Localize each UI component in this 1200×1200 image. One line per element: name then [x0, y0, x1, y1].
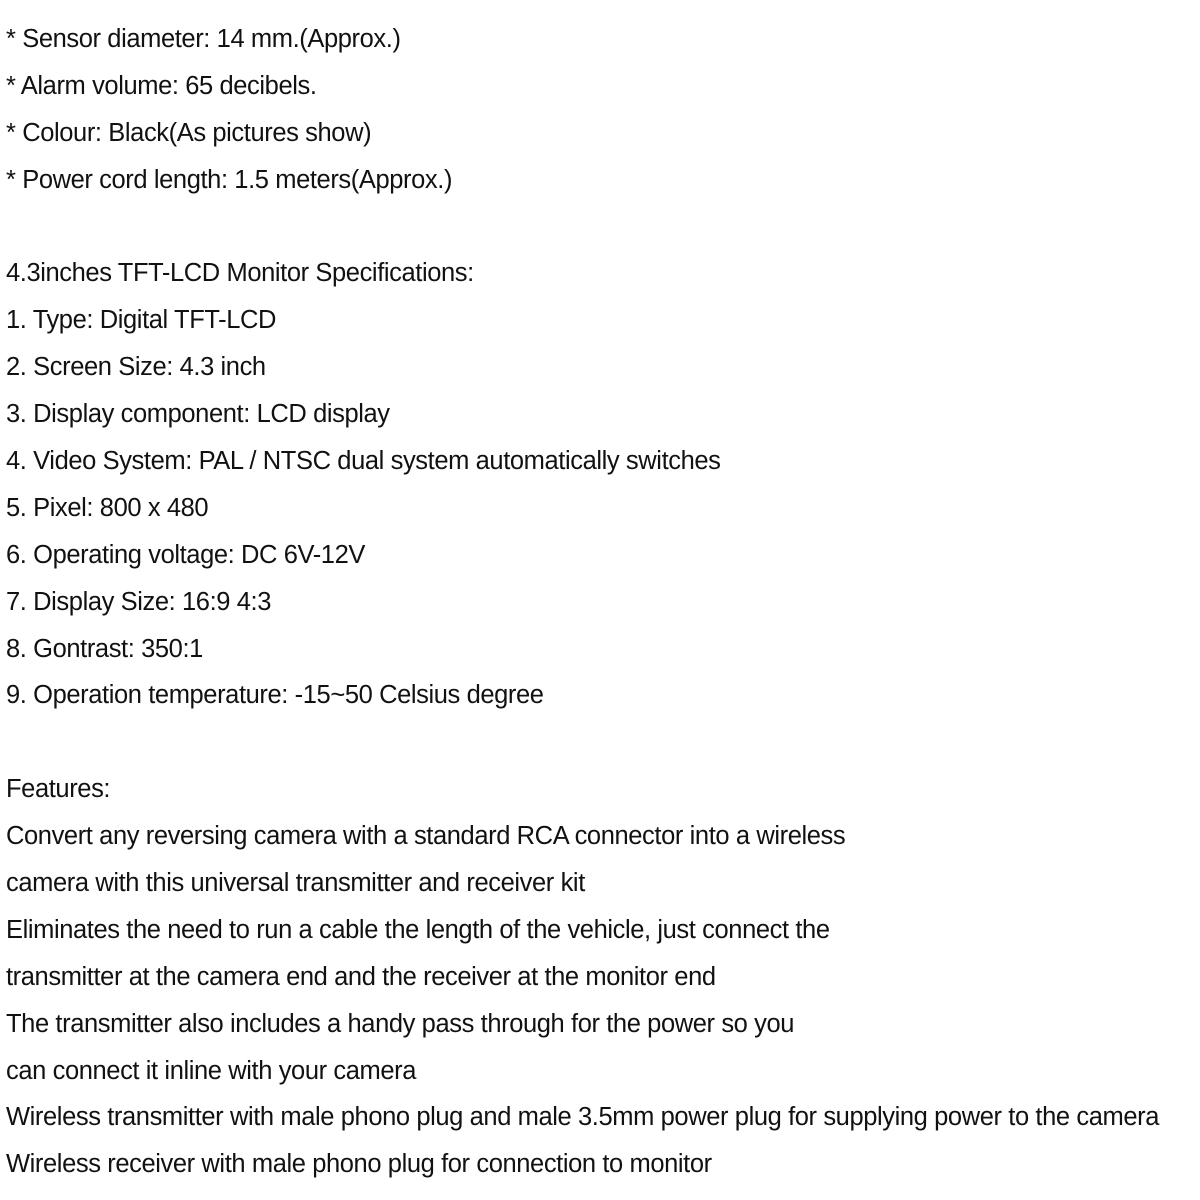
features-heading: Features:	[6, 775, 111, 804]
monitor-specs-heading: 4.3inches TFT-LCD Monitor Specifications:	[6, 259, 474, 288]
monitor-spec-item: 4. Video System: PAL / NTSC dual system automatically switches	[6, 447, 721, 476]
monitor-spec-item: 9. Operation temperature: -15~50 Celsius degree	[6, 681, 544, 710]
sensor-specs-section	[6, 16, 1196, 204]
feature-line: Eliminates the need to run a cable the length of the vehicle, just connect the	[6, 915, 830, 944]
sensor-spec-line: * Sensor diameter: 14 mm.(Approx.)	[6, 25, 401, 53]
section-spacer	[6, 204, 1196, 251]
sensor-spec-line: * Colour: Black(As pictures show)	[6, 118, 372, 147]
spec-document	[6, 16, 1196, 1188]
monitor-spec-item: 7. Display Size: 16:9 4:3	[6, 587, 271, 616]
feature-line: Convert any reversing camera with a standard RCA connector into a wireless	[6, 822, 846, 851]
monitor-spec-item: 2. Screen Size: 4.3 inch	[6, 353, 266, 382]
monitor-spec-item: 3. Display component: LCD display	[6, 400, 390, 429]
feature-line: camera with this universal transmitter and receiver kit	[6, 869, 585, 898]
monitor-spec-item: 1. Type: Digital TFT-LCD	[6, 306, 277, 335]
feature-line: can connect it inline with your camera	[6, 1056, 417, 1085]
monitor-specs-section	[6, 250, 1196, 719]
monitor-spec-item: 5. Pixel: 800 x 480	[6, 493, 209, 522]
section-spacer	[6, 719, 1196, 766]
sensor-spec-line: * Power cord length: 1.5 meters(Approx.)	[6, 165, 453, 194]
feature-line: The transmitter also includes a handy pass through for the power so you	[6, 1009, 795, 1038]
monitor-spec-item: 8. Gontrast: 350:1	[6, 634, 203, 663]
feature-line: Wireless receiver with male phono plug for connection to monitor	[6, 1150, 712, 1179]
feature-line: transmitter at the camera end and the receiver at the monitor end	[6, 962, 716, 991]
sensor-spec-line: * Alarm volume: 65 decibels.	[6, 71, 317, 100]
feature-line: Wireless transmitter with male phono plug and male 3.5mm power plug for supplying power to the camera	[6, 1103, 1159, 1132]
monitor-spec-item: 6. Operating voltage: DC 6V-12V	[6, 540, 365, 569]
features-section	[6, 766, 1196, 1188]
